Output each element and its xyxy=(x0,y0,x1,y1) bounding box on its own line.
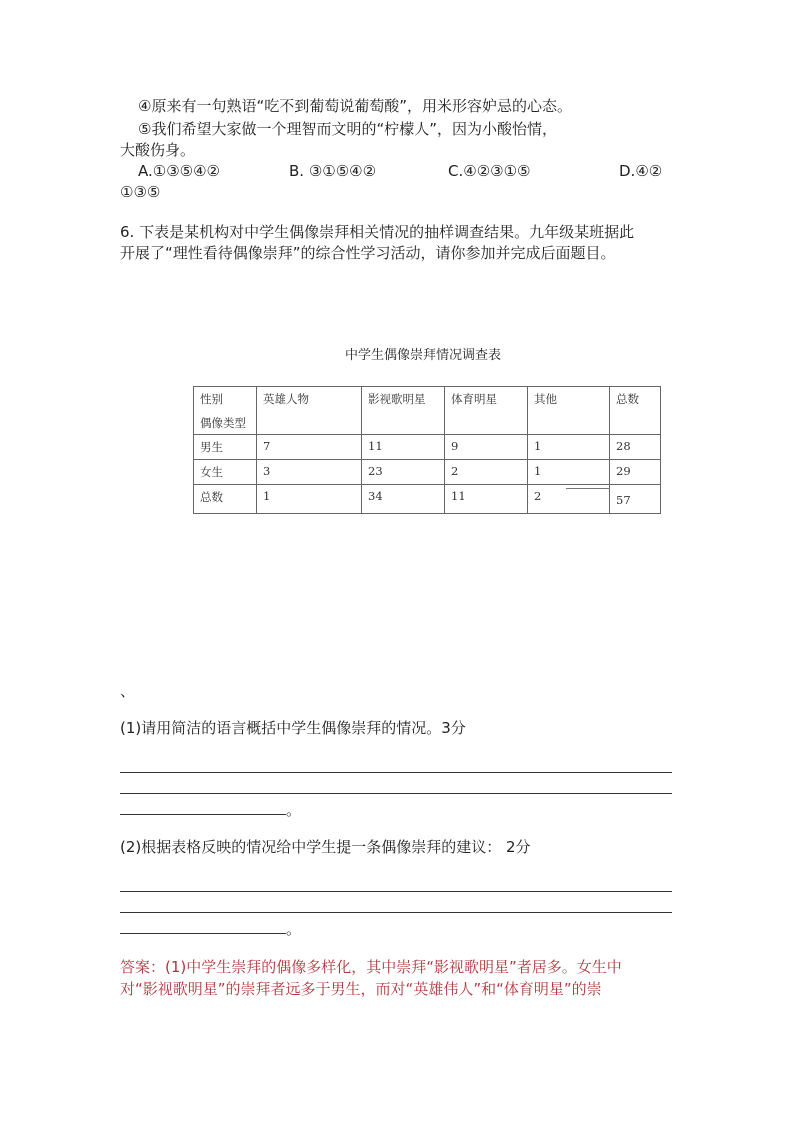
answer-end-mark: 。 xyxy=(286,920,302,938)
table-cell: 2 xyxy=(528,485,610,514)
row-label: 总数 xyxy=(194,485,257,514)
option-a: A.①③⑤④② xyxy=(138,162,221,180)
table-cell: 57 xyxy=(610,485,661,514)
header-cell: 总数 xyxy=(610,387,661,435)
answer-line xyxy=(120,912,672,913)
option-b: B. ③①⑤④② xyxy=(289,162,377,180)
table-cell: 11 xyxy=(445,485,528,514)
option-c: C.④②③①⑤ xyxy=(448,162,531,180)
table-cell: 23 xyxy=(362,460,445,485)
table-cell: 9 xyxy=(445,435,528,460)
answer-line-short xyxy=(120,933,286,934)
row-label: 女生 xyxy=(194,460,257,485)
table-cell: 1 xyxy=(257,485,362,514)
answer-line xyxy=(120,793,672,794)
subquestion-2-prompt: (2)根据表格反映的情况给中学生提一条偶像崇拜的建议： 2分 xyxy=(120,838,531,856)
table-cell: 7 xyxy=(257,435,362,460)
item-4-text: ④原来有一句熟语“吃不到葡萄说葡萄酸”，用米形容妒忌的心态。 xyxy=(138,97,572,115)
table-cell: 28 xyxy=(610,435,661,460)
table-corner-cell xyxy=(194,387,257,435)
item-5-text-line1: ⑤我们希望大家做一个理智而文明的“柠檬人”，因为小酸怡情， xyxy=(138,120,557,138)
answer-line xyxy=(120,891,672,892)
header-cell: 其他 xyxy=(528,387,610,435)
subquestion-1-prompt: (1)请用简洁的语言概括中学生偶像崇拜的情况。3分 xyxy=(120,719,466,737)
table-row xyxy=(194,435,661,460)
table-cell: 11 xyxy=(362,435,445,460)
table-cell: 2 xyxy=(445,460,528,485)
item-5-text-line2: 大酸伤身。 xyxy=(120,141,196,159)
scan-artifact xyxy=(566,488,610,489)
header-cell: 影视歌明星 xyxy=(362,387,445,435)
question-6-line1: 6. 下表是某机构对中学生偶像崇拜相关情况的抽样调查结果。九年级某班据此 xyxy=(120,223,635,241)
table-cell: 1 xyxy=(528,460,610,485)
table-cell: 34 xyxy=(362,485,445,514)
option-d: D.④② xyxy=(619,162,663,180)
answer-text-line1: 答案：(1)中学生崇拜的偶像多样化，其中崇拜“影视歌明星”者居多。女生中 xyxy=(120,958,622,976)
header-cell: 体育明星 xyxy=(445,387,528,435)
row-label: 男生 xyxy=(194,435,257,460)
corner-label-gender: 性别 xyxy=(200,392,223,406)
answer-line xyxy=(120,772,672,773)
corner-label-idol-type: 偶像类型 xyxy=(200,416,246,430)
table-row xyxy=(194,460,661,485)
survey-table xyxy=(193,386,661,514)
table-cell: 29 xyxy=(610,460,661,485)
answer-end-mark: 。 xyxy=(286,801,302,819)
answer-line-short xyxy=(120,814,286,815)
answer-text-line2: 对“影视歌明星”的崇拜者远多于男生，而对“英雄伟人”和“体育明星”的崇 xyxy=(120,980,602,998)
table-caption: 中学生偶像崇拜情况调查表 xyxy=(344,348,501,363)
option-d-continued: ①③⑤ xyxy=(120,183,161,201)
header-cell: 英雄人物 xyxy=(257,387,362,435)
stray-mark: 、 xyxy=(120,682,136,700)
table-cell: 1 xyxy=(528,435,610,460)
table-cell: 3 xyxy=(257,460,362,485)
table-header-row xyxy=(194,387,661,435)
question-6-line2: 开展了“理性看待偶像崇拜”的综合性学习活动，请你参加并完成后面题目。 xyxy=(120,244,616,262)
